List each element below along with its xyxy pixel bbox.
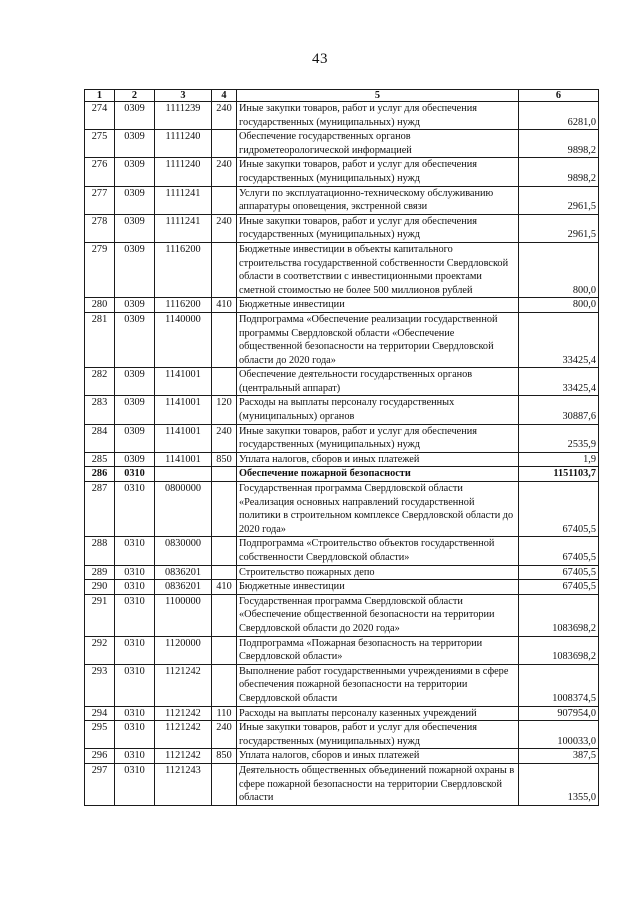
amount: 907954,0 [519, 706, 599, 721]
expense-name: Расходы на выплаты персоналу государственных (муниципальных) органов [237, 396, 519, 424]
amount: 1355,0 [519, 763, 599, 805]
amount: 2535,9 [519, 424, 599, 452]
amount: 1,9 [519, 452, 599, 467]
table-row [85, 763, 599, 805]
expense-name: Бюджетные инвестиции в объекты капитального строительства государственной собственности Свердловской области в соответствии с инвестиционными проектами сметной стоимостью не более 500 миллионов рублей [237, 242, 519, 297]
section-code: 0310 [115, 482, 155, 537]
expense-type-code: 850 [212, 452, 237, 467]
expense-name: Иные закупки товаров, работ и услуг для обеспечения государственных (муниципальных) нужд [237, 721, 519, 749]
amount: 387,5 [519, 749, 599, 764]
target-article-code: 1100000 [155, 594, 212, 636]
table-row [85, 102, 599, 130]
amount: 1083698,2 [519, 636, 599, 664]
page-number: 43 [312, 51, 328, 67]
table-row [85, 214, 599, 242]
expense-type-code: 240 [212, 102, 237, 130]
table-row [85, 482, 599, 537]
row-number: 278 [85, 214, 115, 242]
target-article-code: 0836201 [155, 580, 212, 595]
target-article-code: 1116200 [155, 298, 212, 313]
expense-type-code [212, 763, 237, 805]
row-number: 279 [85, 242, 115, 297]
table-header-row [85, 90, 599, 102]
table-body [85, 102, 599, 806]
expense-type-code [212, 368, 237, 396]
expense-type-code: 410 [212, 580, 237, 595]
section-code: 0309 [115, 102, 155, 130]
expense-type-code [212, 537, 237, 565]
expense-name: Бюджетные инвестиции [237, 580, 519, 595]
row-number: 296 [85, 749, 115, 764]
expense-name: Подпрограмма «Обеспечение реализации государственной программы Свердловской области «Обеспечение общественной безопасности на территории Свердловской области до 2020 года» [237, 312, 519, 367]
expense-name: Обеспечение пожарной безопасности [237, 467, 519, 482]
table-row [85, 452, 599, 467]
expense-name: Иные закупки товаров, работ и услуг для обеспечения государственных (муниципальных) нужд [237, 102, 519, 130]
amount: 800,0 [519, 242, 599, 297]
expense-name: Выполнение работ государственными учреждениями в сфере обеспечения пожарной безопасности на территории Свердловской области [237, 664, 519, 706]
expense-type-code: 240 [212, 158, 237, 186]
table-row [85, 467, 599, 482]
section-code: 0310 [115, 537, 155, 565]
table-row [85, 396, 599, 424]
expense-type-code [212, 636, 237, 664]
section-code: 0310 [115, 721, 155, 749]
target-article-code: 1111241 [155, 214, 212, 242]
row-number: 290 [85, 580, 115, 595]
expense-name: Иные закупки товаров, работ и услуг для обеспечения государственных (муниципальных) нужд [237, 158, 519, 186]
section-code: 0310 [115, 594, 155, 636]
section-code: 0310 [115, 749, 155, 764]
expense-name: Строительство пожарных депо [237, 565, 519, 580]
section-code: 0310 [115, 706, 155, 721]
section-code: 0309 [115, 242, 155, 297]
amount: 6281,0 [519, 102, 599, 130]
target-article-code: 1121242 [155, 749, 212, 764]
expense-type-code [212, 594, 237, 636]
expense-type-code [212, 664, 237, 706]
section-code: 0309 [115, 424, 155, 452]
target-article-code: 1121243 [155, 763, 212, 805]
target-article-code: 1120000 [155, 636, 212, 664]
section-code: 0309 [115, 396, 155, 424]
table-row [85, 186, 599, 214]
section-code: 0310 [115, 763, 155, 805]
column-header: 2 [115, 90, 155, 102]
expense-type-code [212, 467, 237, 482]
row-number: 281 [85, 312, 115, 367]
expense-type-code [212, 565, 237, 580]
target-article-code: 0836201 [155, 565, 212, 580]
amount: 1008374,5 [519, 664, 599, 706]
expense-name: Уплата налогов, сборов и иных платежей [237, 749, 519, 764]
row-number: 284 [85, 424, 115, 452]
expense-name: Бюджетные инвестиции [237, 298, 519, 313]
expense-type-code: 240 [212, 721, 237, 749]
row-number: 288 [85, 537, 115, 565]
amount: 67405,5 [519, 580, 599, 595]
target-article-code [155, 467, 212, 482]
section-code: 0309 [115, 452, 155, 467]
section-code: 0310 [115, 467, 155, 482]
row-number: 293 [85, 664, 115, 706]
amount: 1151103,7 [519, 467, 599, 482]
amount: 100033,0 [519, 721, 599, 749]
column-header: 1 [85, 90, 115, 102]
expense-type-code [212, 242, 237, 297]
expense-type-code [212, 312, 237, 367]
expense-type-code: 240 [212, 424, 237, 452]
amount: 800,0 [519, 298, 599, 313]
section-code: 0309 [115, 298, 155, 313]
row-number: 277 [85, 186, 115, 214]
row-number: 282 [85, 368, 115, 396]
expense-type-code: 240 [212, 214, 237, 242]
row-number: 275 [85, 130, 115, 158]
section-code: 0309 [115, 130, 155, 158]
expense-type-code: 120 [212, 396, 237, 424]
section-code: 0309 [115, 158, 155, 186]
target-article-code: 0800000 [155, 482, 212, 537]
amount: 2961,5 [519, 186, 599, 214]
section-code: 0310 [115, 664, 155, 706]
expense-name: Расходы на выплаты персоналу казенных учреждений [237, 706, 519, 721]
target-article-code: 1121242 [155, 721, 212, 749]
row-number: 276 [85, 158, 115, 186]
budget-table [84, 89, 599, 806]
expense-name: Уплата налогов, сборов и иных платежей [237, 452, 519, 467]
amount: 9898,2 [519, 130, 599, 158]
column-header: 4 [212, 90, 237, 102]
target-article-code: 1116200 [155, 242, 212, 297]
table-row [85, 298, 599, 313]
target-article-code: 1141001 [155, 396, 212, 424]
target-article-code: 1141001 [155, 368, 212, 396]
target-article-code: 1141001 [155, 424, 212, 452]
table-row [85, 368, 599, 396]
expense-type-code [212, 186, 237, 214]
expense-name: Обеспечение государственных органов гидрометеорологической информацией [237, 130, 519, 158]
target-article-code: 1140000 [155, 312, 212, 367]
row-number: 283 [85, 396, 115, 424]
row-number: 291 [85, 594, 115, 636]
amount: 33425,4 [519, 368, 599, 396]
table-row [85, 749, 599, 764]
row-number: 285 [85, 452, 115, 467]
table-row [85, 565, 599, 580]
amount: 67405,5 [519, 482, 599, 537]
target-article-code: 1121242 [155, 706, 212, 721]
target-article-code: 1111240 [155, 158, 212, 186]
target-article-code: 0830000 [155, 537, 212, 565]
table-row [85, 130, 599, 158]
amount: 67405,5 [519, 537, 599, 565]
column-header: 3 [155, 90, 212, 102]
target-article-code: 1141001 [155, 452, 212, 467]
row-number: 292 [85, 636, 115, 664]
amount: 67405,5 [519, 565, 599, 580]
expense-name: Подпрограмма «Строительство объектов государственной собственности Свердловской области» [237, 537, 519, 565]
expense-type-code: 110 [212, 706, 237, 721]
expense-name: Услуги по эксплуатационно-техническому обслуживанию аппаратуры оповещения, экстренной связи [237, 186, 519, 214]
amount: 2961,5 [519, 214, 599, 242]
row-number: 289 [85, 565, 115, 580]
section-code: 0309 [115, 186, 155, 214]
section-code: 0310 [115, 580, 155, 595]
target-article-code: 1111241 [155, 186, 212, 214]
column-header: 6 [519, 90, 599, 102]
expense-type-code: 410 [212, 298, 237, 313]
row-number: 297 [85, 763, 115, 805]
table-row [85, 312, 599, 367]
row-number: 280 [85, 298, 115, 313]
section-code: 0310 [115, 565, 155, 580]
row-number: 294 [85, 706, 115, 721]
expense-type-code [212, 130, 237, 158]
section-code: 0309 [115, 312, 155, 367]
row-number: 274 [85, 102, 115, 130]
section-code: 0310 [115, 636, 155, 664]
expense-name: Обеспечение деятельности государственных органов (центральный аппарат) [237, 368, 519, 396]
amount: 30887,6 [519, 396, 599, 424]
table-row [85, 424, 599, 452]
expense-name: Иные закупки товаров, работ и услуг для обеспечения государственных (муниципальных) нужд [237, 214, 519, 242]
target-article-code: 1121242 [155, 664, 212, 706]
row-number: 287 [85, 482, 115, 537]
section-code: 0309 [115, 368, 155, 396]
expense-name: Государственная программа Свердловской области «Обеспечение общественной безопасности на территории Свердловской области до 2020 года» [237, 594, 519, 636]
expense-name: Государственная программа Свердловской области «Реализация основных направлений государственной политики в строительном комплексе Свердловской области до 2020 года» [237, 482, 519, 537]
target-article-code: 1111240 [155, 130, 212, 158]
target-article-code: 1111239 [155, 102, 212, 130]
amount: 9898,2 [519, 158, 599, 186]
expense-name: Подпрограмма «Пожарная безопасность на территории Свердловской области» [237, 636, 519, 664]
section-code: 0309 [115, 214, 155, 242]
row-number: 295 [85, 721, 115, 749]
expense-name: Деятельность общественных объединений пожарной охраны в сфере пожарной безопасности на территории Свердловской области [237, 763, 519, 805]
table-row [85, 537, 599, 565]
table-row [85, 580, 599, 595]
table-row [85, 594, 599, 636]
column-header: 5 [237, 90, 519, 102]
amount: 1083698,2 [519, 594, 599, 636]
row-number: 286 [85, 467, 115, 482]
table-row [85, 706, 599, 721]
expense-type-code [212, 482, 237, 537]
table-row [85, 721, 599, 749]
expense-name: Иные закупки товаров, работ и услуг для обеспечения государственных (муниципальных) нужд [237, 424, 519, 452]
table-row [85, 242, 599, 297]
table-row [85, 636, 599, 664]
table-row [85, 158, 599, 186]
amount: 33425,4 [519, 312, 599, 367]
expense-type-code: 850 [212, 749, 237, 764]
table-row [85, 664, 599, 706]
